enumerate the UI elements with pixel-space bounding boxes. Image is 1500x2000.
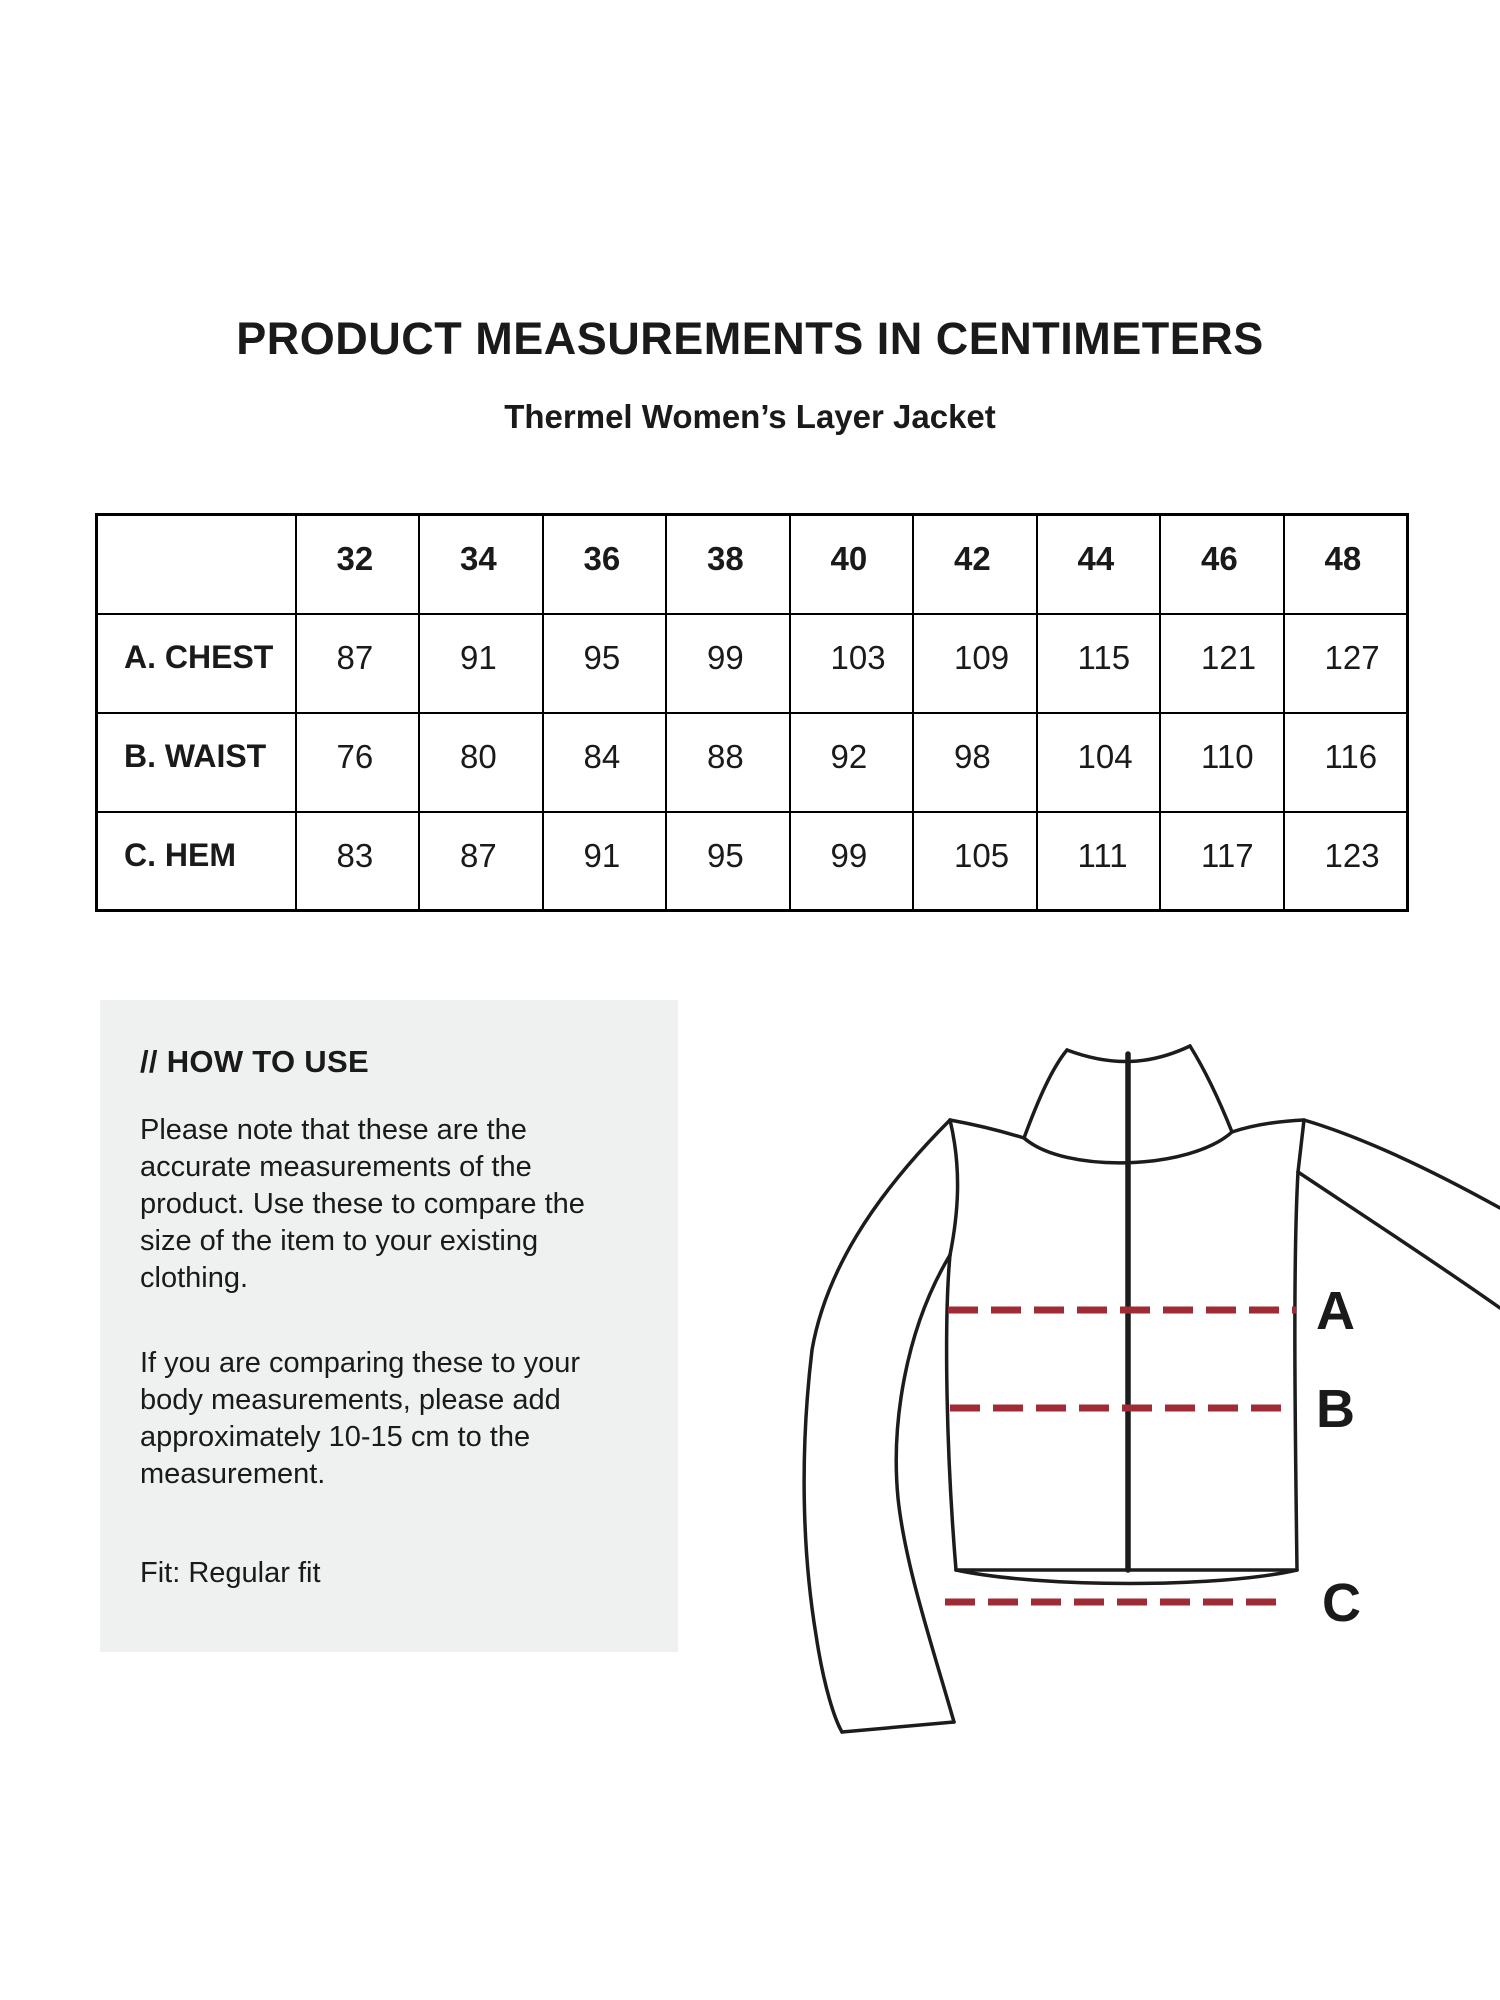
measurement-value-cell: 104: [1037, 713, 1161, 812]
left-sleeve-cuff: [842, 1722, 954, 1732]
measurement-value-cell: 80: [419, 713, 543, 812]
how-to-use-box: [100, 1000, 678, 1652]
jacket-outline: [804, 1046, 1500, 1732]
measurement-value-cell: 84: [543, 713, 667, 812]
measurement-value-cell: 91: [543, 812, 667, 911]
row-label: C. HEM: [97, 812, 296, 911]
chest-line-label: A: [1316, 1281, 1355, 1341]
corner-cell: [97, 515, 296, 614]
waist-line-label: B: [1316, 1379, 1355, 1439]
measurement-row: [97, 713, 1408, 812]
size-table-body: [97, 614, 1408, 911]
left-sleeve-outer: [804, 1120, 950, 1732]
measurement-value-cell: 110: [1160, 713, 1284, 812]
measurement-value-cell: 98: [913, 713, 1037, 812]
torso-left-edge: [947, 1255, 956, 1570]
measurement-value-cell: 117: [1160, 812, 1284, 911]
how-to-use-heading: // HOW TO USE: [140, 1044, 369, 1079]
right-shoulder: [1232, 1120, 1304, 1132]
measurement-value-cell: 91: [419, 614, 543, 713]
measurement-value-cell: 95: [666, 812, 790, 911]
size-table: [95, 513, 1409, 912]
size-column-header: 44: [1037, 515, 1161, 614]
page-title: PRODUCT MEASUREMENTS IN CENTIMETERS: [236, 313, 1264, 364]
size-column-header: 38: [666, 515, 790, 614]
row-label: A. CHEST: [97, 614, 296, 713]
measurement-value-cell: 92: [790, 713, 914, 812]
measurement-value-cell: 95: [543, 614, 667, 713]
measurement-value-cell: 99: [790, 812, 914, 911]
measurement-value-cell: 99: [666, 614, 790, 713]
measurement-value-cell: 83: [296, 812, 420, 911]
fit-note: Fit: Regular fit: [140, 1557, 321, 1589]
size-column-header: 42: [913, 515, 1037, 614]
measurement-value-cell: 105: [913, 812, 1037, 911]
measurement-value-cell: 87: [419, 812, 543, 911]
measurement-value-cell: 76: [296, 713, 420, 812]
size-table-head: [97, 515, 1408, 614]
how-to-use-paragraph-1: Please note that these are the accurate measurements of the product. Use these to compare the size of the item to your existing clothing.: [140, 1114, 585, 1294]
right-shoulder-seam: [1298, 1120, 1304, 1172]
measure-lines: [945, 1310, 1296, 1602]
size-column-header: 36: [543, 515, 667, 614]
row-label: B. WAIST: [97, 713, 296, 812]
measurement-row: [97, 614, 1408, 713]
measurement-value-cell: 123: [1284, 812, 1408, 911]
size-column-header: 40: [790, 515, 914, 614]
size-column-header: 46: [1160, 515, 1284, 614]
measurement-value-cell: 87: [296, 614, 420, 713]
size-header-row: [97, 515, 1408, 614]
collar-right-edge: [1190, 1046, 1232, 1132]
collar-left-edge: [1024, 1050, 1067, 1138]
measurement-value-cell: 111: [1037, 812, 1161, 911]
measurement-value-cell: 115: [1037, 614, 1161, 713]
left-shoulder-seam: [950, 1120, 958, 1255]
product-name: Thermel Women’s Layer Jacket: [504, 398, 996, 435]
hem-line-label: C: [1322, 1573, 1361, 1633]
torso-right-edge: [1295, 1172, 1298, 1570]
measurement-value-cell: 127: [1284, 614, 1408, 713]
measurement-value-cell: 109: [913, 614, 1037, 713]
measurement-value-cell: 88: [666, 713, 790, 812]
size-column-header: 34: [419, 515, 543, 614]
measurement-value-cell: 121: [1160, 614, 1284, 713]
measurement-row: [97, 812, 1408, 911]
size-column-header: 48: [1284, 515, 1408, 614]
how-to-use-paragraph-2: If you are comparing these to your body measurements, please add approximately 10-15 cm to the measurement.: [140, 1347, 581, 1490]
jacket-measurement-diagram: [620, 1020, 1500, 1760]
measurement-value-cell: 116: [1284, 713, 1408, 812]
left-shoulder: [950, 1120, 1024, 1138]
size-column-header: 32: [296, 515, 420, 614]
measurement-value-cell: 103: [790, 614, 914, 713]
